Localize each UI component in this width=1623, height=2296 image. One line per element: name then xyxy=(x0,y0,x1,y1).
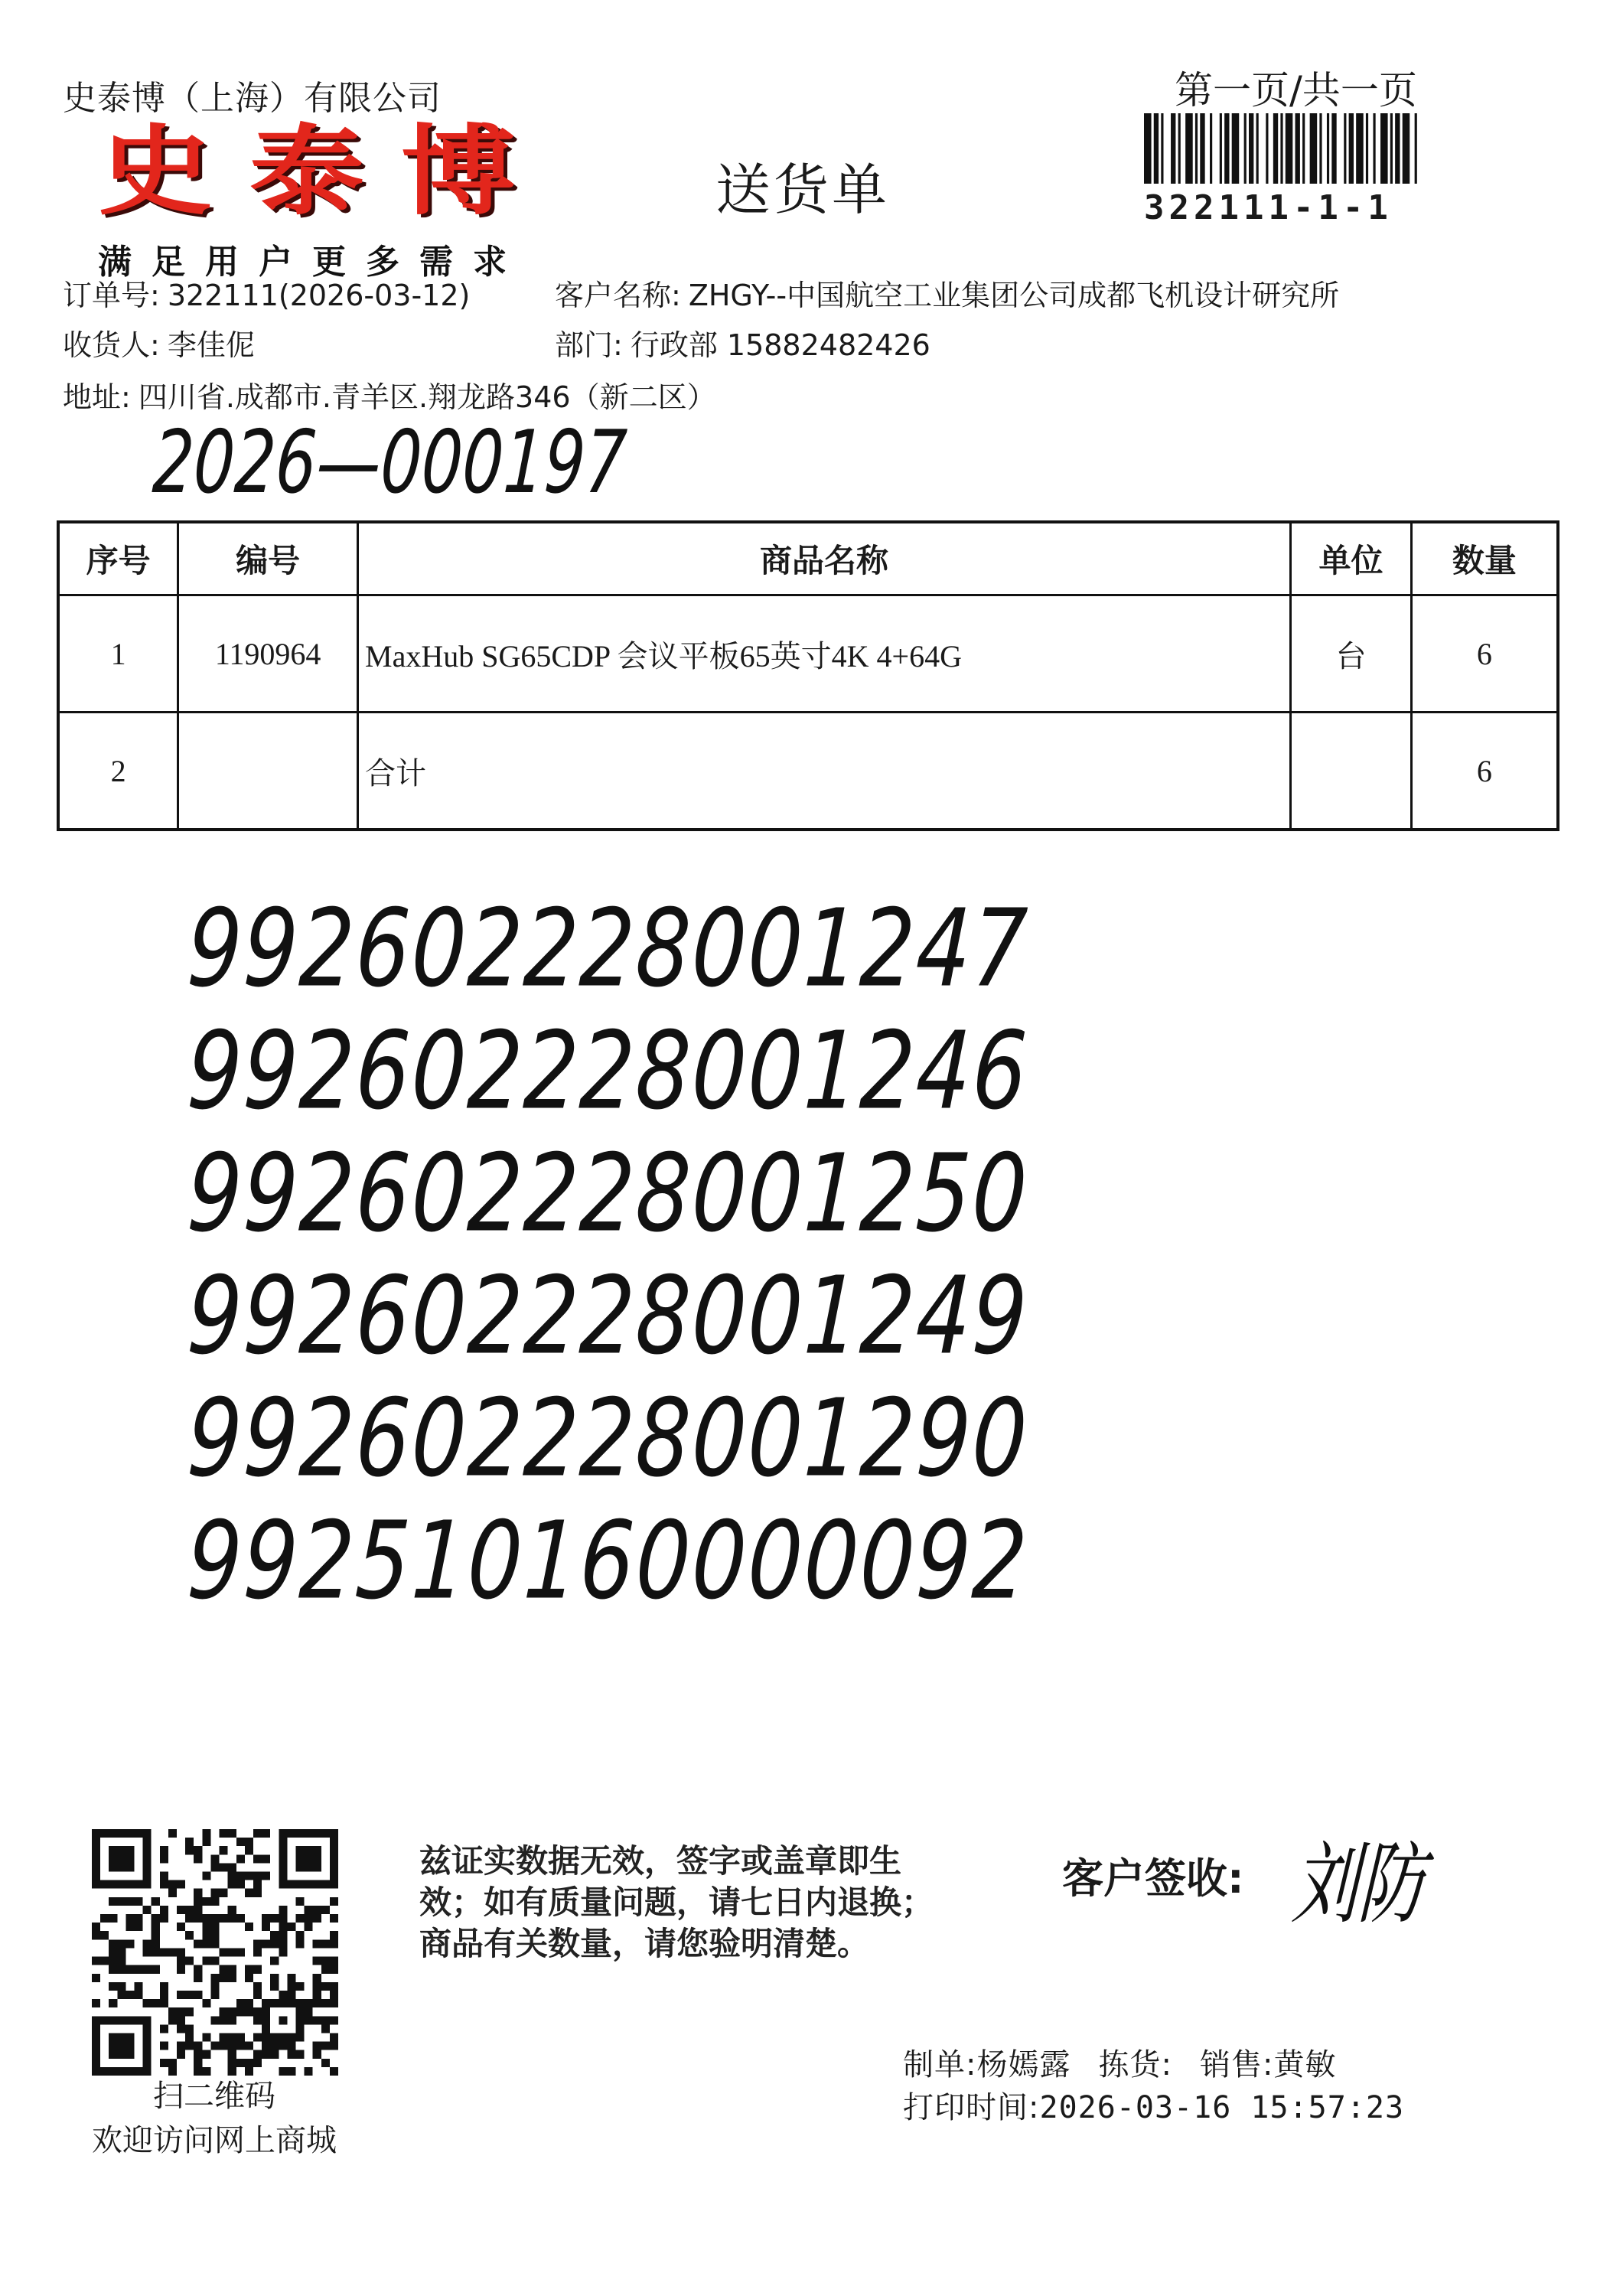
row-total-label: 合计 xyxy=(358,713,1291,830)
qr-caption-line-2: 欢迎访问网上商城 xyxy=(92,2123,337,2158)
serial-number: 992510160000092 xyxy=(184,1499,1031,1624)
department-label: 部门: xyxy=(555,328,623,362)
column-header-code: 编号 xyxy=(178,522,358,595)
order-number-value: 322111(2026-03-12) xyxy=(167,279,471,312)
row-code: 1190964 xyxy=(178,595,358,713)
page-indicator: 第一页/共一页 xyxy=(1175,68,1417,113)
logo-slogan: 满足用户更多需求 xyxy=(98,243,526,282)
customer-name-label: 客户名称: xyxy=(555,279,681,312)
print-time xyxy=(903,2083,1404,2127)
receiver-value: 李佳伲 xyxy=(167,328,255,362)
column-header-unit: 单位 xyxy=(1291,522,1412,595)
receiver-label: 收货人: xyxy=(63,328,160,362)
serial-number: 992602228001250 xyxy=(184,1131,1031,1257)
order-number xyxy=(63,272,470,314)
row-unit: 台 xyxy=(1291,595,1412,713)
customer-signature: 刘防 xyxy=(1289,1833,1427,1937)
logo-text: 史泰博 xyxy=(98,113,553,229)
serial-number: 992602228001249 xyxy=(184,1254,1031,1379)
receiver xyxy=(63,321,255,364)
serial-number: 992602228001246 xyxy=(184,1009,1031,1134)
barcode-number: 322111-1-1 xyxy=(1144,188,1393,227)
address-value: 四川省.成都市.青羊区.翔龙路346（新二区） xyxy=(138,380,716,414)
row-product-name: MaxHub SG65CDP 会议平板65英寸4K 4+64G xyxy=(358,595,1291,713)
document-title: 送货单 xyxy=(715,158,891,222)
customer-name-value: ZHGY--中国航空工业集团公司成都飞机设计研究所 xyxy=(688,279,1340,312)
qr-code-icon xyxy=(92,1829,338,2076)
serial-number-list xyxy=(184,886,1031,1624)
sales-label: 销售: xyxy=(1199,2047,1274,2082)
table-row-total xyxy=(58,713,1558,830)
department-value: 行政部 15882482426 xyxy=(630,328,930,362)
notice-line-1: 兹证实数据无效，签字或盖章即生 xyxy=(419,1842,902,1880)
row-quantity: 6 xyxy=(1411,595,1558,713)
row-unit xyxy=(1291,713,1412,830)
address xyxy=(63,373,716,416)
staff-line xyxy=(903,2040,1336,2084)
row-total-quantity: 6 xyxy=(1411,713,1558,830)
department xyxy=(555,321,930,364)
notice-text xyxy=(419,1841,934,1965)
column-header-qty: 数量 xyxy=(1411,522,1558,595)
notice-line-3: 商品有关数量，请您验明清楚。 xyxy=(419,1925,870,1962)
maker-value: 杨嫣露 xyxy=(976,2047,1071,2082)
company-logo xyxy=(98,113,553,237)
column-header-seq: 序号 xyxy=(58,522,178,595)
notice-line-2: 效；如有质量问题，请七日内退换； xyxy=(419,1883,934,1921)
qr-caption-line-1: 扫二维码 xyxy=(153,2079,275,2114)
customer-sign-label: 客户签收: xyxy=(1062,1854,1244,1903)
row-code xyxy=(178,713,358,830)
order-number-label: 订单号: xyxy=(63,279,160,312)
handwritten-reference: 2026—000197 xyxy=(150,411,629,514)
address-label: 地址: xyxy=(63,380,131,414)
table-header-row xyxy=(58,522,1558,595)
items-table xyxy=(57,520,1559,831)
company-name: 史泰博（上海）有限公司 xyxy=(63,79,442,118)
column-header-name: 商品名称 xyxy=(358,522,1291,595)
row-seq: 1 xyxy=(58,595,178,713)
maker-label: 制单: xyxy=(903,2047,977,2082)
table-row xyxy=(58,595,1558,713)
picker-label: 拣货: xyxy=(1098,2047,1172,2082)
barcode xyxy=(1144,113,1419,184)
print-time-label: 打印时间: xyxy=(903,2090,1040,2125)
serial-number: 992602228001290 xyxy=(184,1376,1031,1502)
print-time-value: 2026-03-16 15:57:23 xyxy=(1039,2090,1405,2125)
serial-number: 992602228001247 xyxy=(184,886,1031,1012)
qr-caption xyxy=(54,2074,375,2163)
sales-value: 黄敏 xyxy=(1273,2047,1337,2082)
row-seq: 2 xyxy=(58,713,178,830)
customer-name xyxy=(555,272,1339,314)
